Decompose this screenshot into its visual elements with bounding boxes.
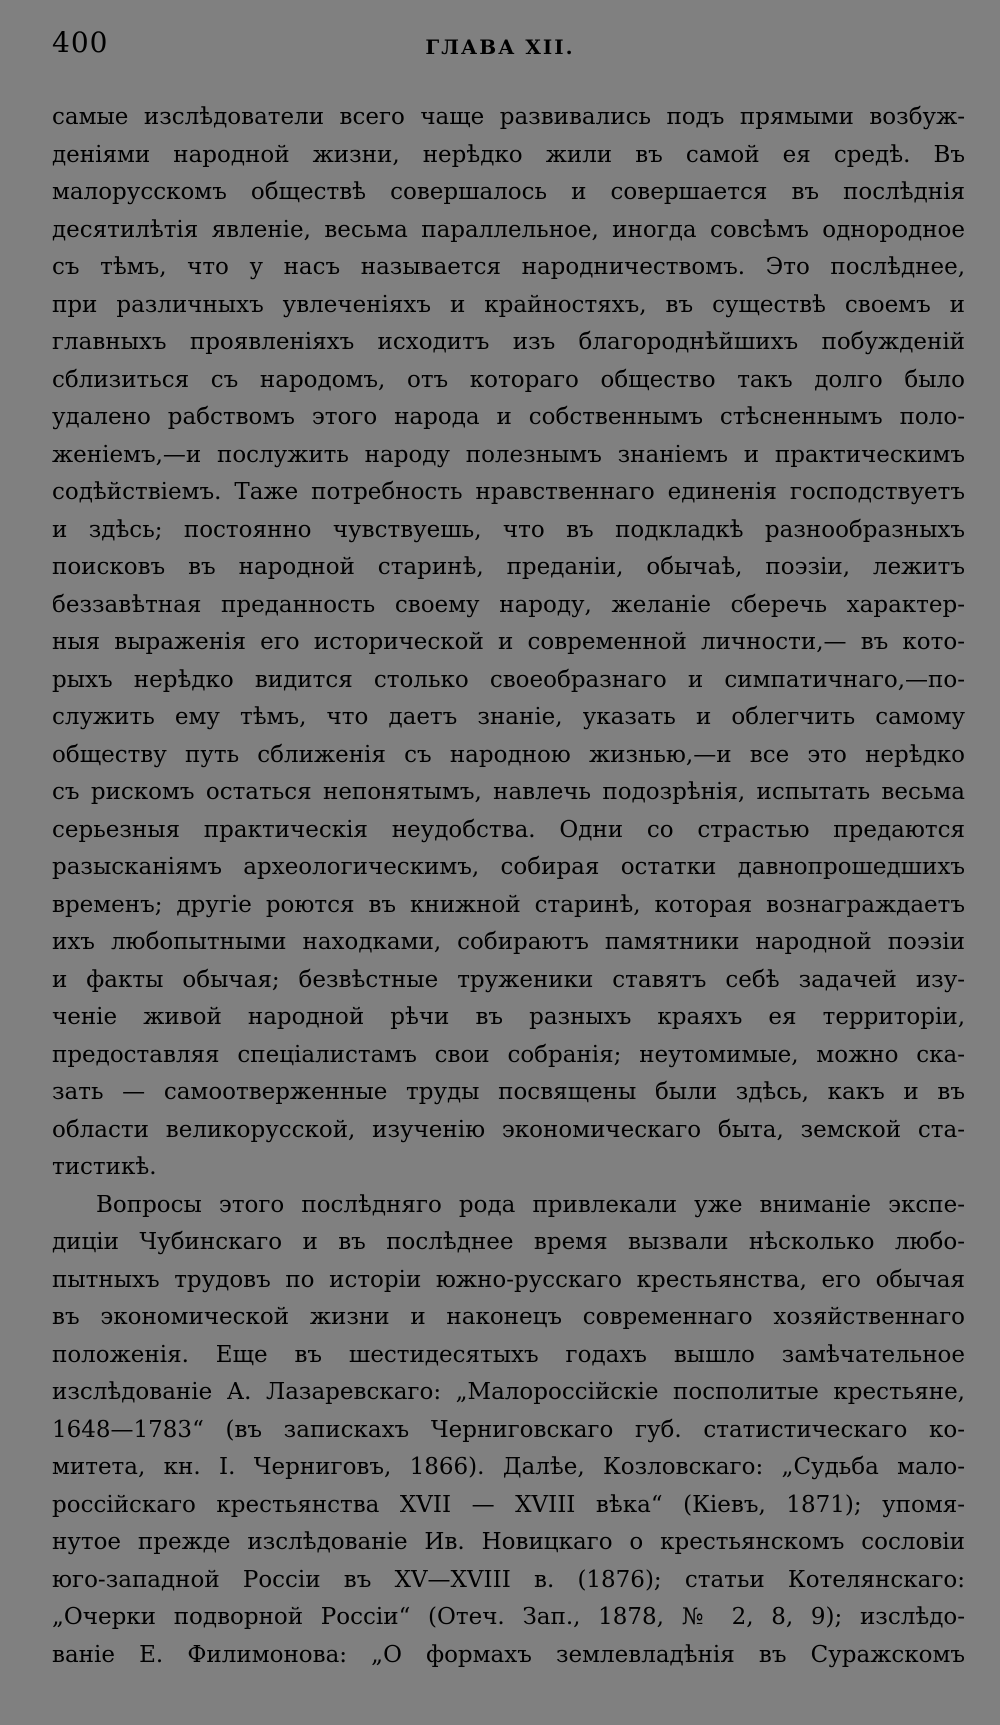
text-line: поисковъ въ народной старинѣ, преданіи, обычаѣ, поэзіи, лежитъ (52, 554, 965, 580)
text-line: 1648—1783“ (въ запискахъ Черниговскаго губ. статистическаго ко- (52, 1416, 965, 1443)
text-line: юго-западной Россіи въ XV—XVIII в. (1876); статьи Котелянскаго: (52, 1566, 965, 1593)
text-line: десятилѣтія явленіе, весьма параллельное, иногда совсѣмъ однородное (52, 216, 965, 243)
text-line: пытныхъ трудовъ по исторіи южно-русскаго крестьянства, его обычая (52, 1266, 965, 1293)
text-line: предоставляя спеціалистамъ свои собранія; неутомимые, можно ска- (52, 1041, 965, 1068)
text-line: ихъ любопытными находками, собираютъ памятники народной поэзіи (52, 929, 965, 955)
text-line: зать — самоотверженные труды посвящены были здѣсь, какъ и въ (52, 1079, 965, 1105)
text-line: деніями народной жизни, нерѣдко жили въ самой ея средѣ. Въ (52, 141, 965, 168)
text-line: ченіе живой народной рѣчи въ разныхъ краяхъ ея территоріи, (52, 1004, 965, 1030)
text-line: „Очерки подворной Россіи“ (Отеч. Зап., 1878, № 2, 8, 9); изслѣдо- (52, 1604, 965, 1630)
text-line: сблизиться съ народомъ, отъ котораго общество такъ долго было (52, 366, 965, 393)
text-line: тистикѣ. (52, 1154, 157, 1180)
text-line: содѣйствіемъ. Таже потребность нравственнаго единенія господствуетъ (52, 479, 965, 505)
text-line: митета, кн. I. Черниговъ, 1866). Далѣе, Козловскаго: „Судьба мало- (52, 1454, 965, 1480)
page-number: 400 (52, 26, 109, 59)
text-line: въ экономической жизни и наконецъ современнаго хозяйственнаго (52, 1304, 965, 1330)
text-line: Вопросы этого послѣдняго рода привлекали уже вниманіе экспе- (96, 1191, 965, 1218)
text-line: разысканіямъ археологическимъ, собирая остатки давнопрошедшихъ (52, 854, 965, 880)
text-line: съ тѣмъ, что у насъ называется народничествомъ. Это послѣднее, (52, 254, 965, 280)
running-head: ГЛАВА XII. (425, 35, 575, 59)
text-line: рыхъ нерѣдко видится столько своеобразнаго и симпатичнаго,—по- (52, 666, 965, 693)
text-line: служить ему тѣмъ, что даетъ знаніе, указать и облегчить самому (52, 704, 965, 730)
body-text (52, 99, 965, 1674)
text-line: обществу путь сближенія съ народною жизнью,—и все это нерѣдко (52, 741, 965, 768)
text-line: нутое прежде изслѣдованіе Ив. Новицкаго о крестьянскомъ сословіи (52, 1529, 965, 1555)
text-line: съ рискомъ остаться непонятымъ, навлечь подозрѣнія, испытать весьма (52, 779, 965, 805)
text-line: серьезныя практическія неудобства. Одни со страстью предаются (52, 816, 965, 843)
text-line: ныя выраженія его исторической и современной личности,— въ кото- (52, 629, 965, 655)
text-line: самые изслѣдователи всего чаще развивались подъ прямыми возбуж- (52, 104, 965, 130)
text-line: области великорусской, изученію экономическаго быта, земской ста- (52, 1116, 965, 1143)
text-line: беззавѣтная преданность своему народу, желаніе сберечь характер- (52, 591, 965, 618)
text-line: ваніе Е. Филимонова: „О формахъ землевладѣнія въ Суражскомъ (52, 1641, 965, 1668)
text-line: главныхъ проявленіяхъ исходитъ изъ благороднѣйшихъ побужденій (52, 329, 965, 355)
text-line: при различныхъ увлеченіяхъ и крайностяхъ, въ существѣ своемъ и (52, 291, 965, 318)
paragraph (52, 1187, 965, 1675)
text-line: и факты обычая; безвѣстные труженики ставятъ себѣ задачей изу- (52, 966, 965, 993)
text-line: россійскаго крестьянства XVII — XVIII вѣка“ (Кіевъ, 1871); упомя- (52, 1491, 965, 1518)
text-line: временъ; другіе роются въ книжной старинѣ, которая вознаграждаетъ (52, 891, 965, 918)
text-line: удалено рабствомъ этого народа и собственнымъ стѣсненнымъ поло- (52, 404, 965, 430)
text-line: положенія. Еще въ шестидесятыхъ годахъ вышло замѣчательное (52, 1341, 965, 1368)
text-line: диціи Чубинскаго и въ послѣднее время вызвали нѣсколько любо- (52, 1229, 965, 1255)
text-line: изслѣдованіе А. Лазаревскаго: „Малороссійскіе посполитые крестьяне, (52, 1379, 965, 1405)
text-line: и здѣсь; постоянно чувствуешь, что въ подкладкѣ разнообразныхъ (52, 516, 965, 543)
text-line: малорусскомъ обществѣ совершалось и совершается въ послѣднія (52, 179, 965, 205)
paragraph (52, 99, 965, 1187)
text-line: женіемъ,—и послужить народу полезнымъ знаніемъ и практическимъ (52, 441, 965, 468)
